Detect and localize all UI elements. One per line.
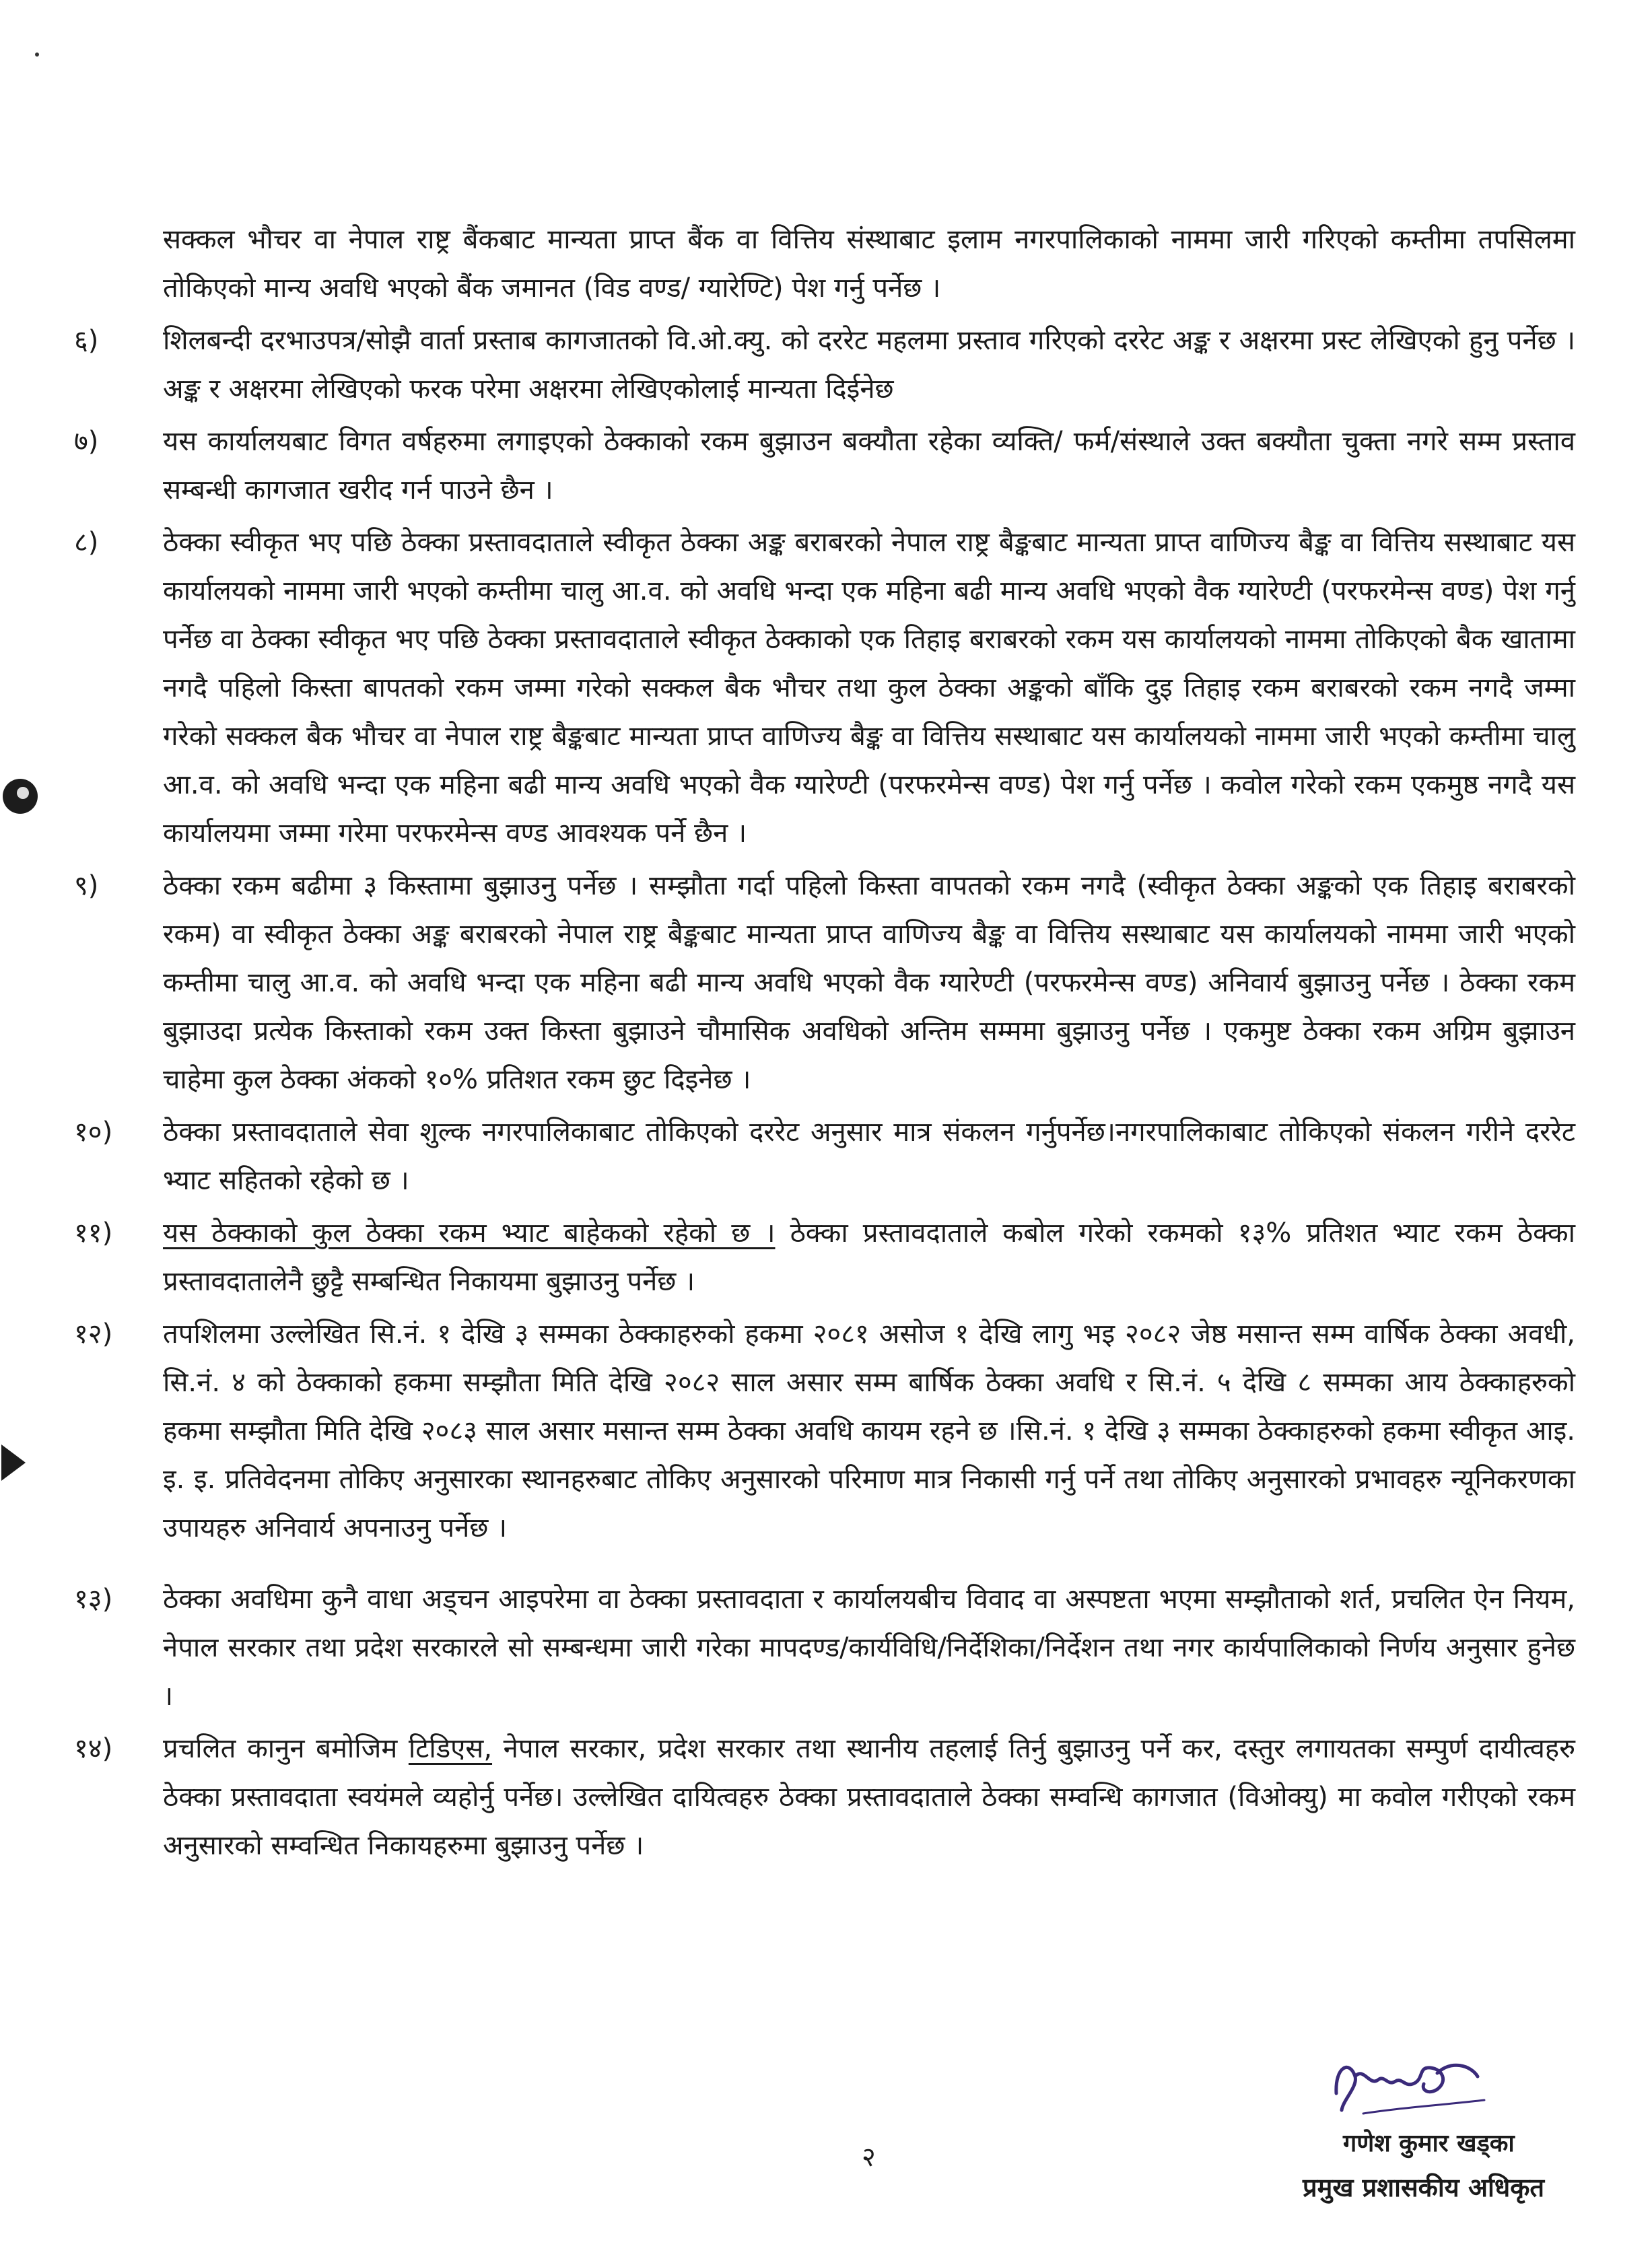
clause-number: ८) [74,527,99,558]
clause-text: तपशिलमा उल्लेखित सि.नं. १ देखि ३ सम्मका ठेक्काहरुको हकमा २०८१ असोज १ देखि लागु भइ २०८२ जेष्ठ मसान्त सम्म वार्षिक ठेक्का अवधी, सि.नं. ४ को ठेक्काको हकमा सम्झौता मिति देखि २०८२ साल असार सम्म बार्षिक ठेक्का अवधि र सि.नं. ५ देखि ८ सम्मका आय ठेक्काहरुको हकमा सम्झौता मिति देखि २०८३ साल असार मसान्त सम्म ठेक्का अवधि कायम रहने छ ।सि.नं. १ देखि ३ सम्मका ठेक्काहरुको हकमा स्वीकृत आइ. इ. इ. प्रतिवेदनमा तोकिए अनुसारका स्थानहरुबाट तोकिए अनुसारको परिमाण मात्र निकासी गर्नु पर्ने तथा तोकिए अनुसारको प्रभावहरु न्यूनिकरणका उपायहरु अनिवार्य अपनाउनु पर्नेछ । [163,1319,1575,1543]
clause-number: १०) [74,1117,113,1148]
clause-7 [74,417,1575,514]
clause-number: १४) [74,1733,113,1764]
punch-hole-mark [0,773,47,820]
clause-13 [74,1575,1575,1720]
clause-8 [74,518,1575,858]
clause-text [163,1724,1575,1870]
clause-text: ठेक्का अवधिमा कुनै वाधा अड्चन आइपरेमा वा ठेक्का प्रस्तावदाता र कार्यालयबीच विवाद वा अस्पष्टता भएमा सम्झौताको शर्त, प्रचलित ऐन नियम, नेपाल सरकार तथा प्रदेश सरकारले सो सम्बन्धमा जारी गरेका मापदण्ड/कार्यविधि/निर्देशिका/निर्देशन तथा नगर कार्यपालिकाको निर्णय अनुसार हुनेछ । [163,1584,1575,1712]
signer-name: गणेश कुमार खड्का [1343,2130,1515,2157]
clause-text-lead: प्रचलित कानुन बमोजिम [163,1733,409,1764]
clause-text [163,1209,1575,1306]
clause-text-rest: ठेक्का प्रस्तावदाताले कबोल गरेको रकमको १३% प्रतिशत भ्याट रकम ठेक्का प्रस्तावदातालेनै छुट्टै सम्बन्धित निकायमा बुझाउनु पर्नेछ । [163,1218,1575,1297]
scan-speck [35,53,39,57]
document-body [74,215,1575,1874]
punch-hole-mark [0,1439,34,1486]
clause-number: ९) [74,870,99,901]
clause-text: ठेक्का प्रस्तावदाताले सेवा शुल्क नगरपालिकाबाट तोकिएको दररेट अनुसार मात्र संकलन गर्नुपर्नेछ।नगरपालिकाबाट तोकिएको संकलन गरीने दररेट भ्याट सहितको रहेको छ । [163,1117,1575,1196]
clause-number: १३) [74,1584,113,1615]
clause-number: १२) [74,1319,113,1350]
handwritten-signature [1323,2046,1498,2127]
clause-text: शिलबन्दी दरभाउपत्र/सोझै वार्ता प्रस्ताब कागजातको वि.ओ.क्यु. को दररेट महलमा प्रस्ताव गरिएको दररेट अङ्क र अक्षरमा प्रस्ट लेखिएको हुनु पर्नेछ । अङ्क र अक्षरमा लेखिएको फरक परेमा अक्षरमा लेखिएकोलाई मान्यता दिईनेछ [163,325,1575,405]
underlined-term: टिडिएस, [408,1733,493,1764]
intro-paragraph: सक्कल भौचर वा नेपाल राष्ट्र बैंकबाट मान्यता प्राप्त बैंक वा वित्तिय संस्थाबाट इलाम नगरपालिकाको नाममा जारी गरिएको कम्तीमा तपसिलमा तोकिएको मान्य अवधि भएको बैंक जमानत (विड वण्ड/ ग्यारेण्टि) पेश गर्नु पर्नेछ । [163,224,1575,304]
clause-6 [74,316,1575,413]
clause-number: ६) [74,325,99,356]
clause-10 [74,1108,1575,1205]
page-number: २ [862,2142,876,2173]
clause-14 [74,1724,1575,1870]
clause-text: ठेक्का रकम बढीमा ३ किस्तामा बुझाउनु पर्नेछ । सम्झौता गर्दा पहिलो किस्ता वापतको रकम नगदै (स्वीकृत ठेक्का अङ्कको एक तिहाइ बराबरको रकम) वा स्वीकृत ठेक्का अङ्क बराबरको नेपाल राष्ट्र बैङ्कबाट मान्यता प्राप्त वाणिज्य बैङ्क वा वित्तिय सस्थाबाट यस कार्यालयको नाममा जारी भएको कम्तीमा चालु आ.व. को अवधि भन्दा एक महिना बढी मान्य अवधि भएको वैक ग्यारेण्टी (परफरमेन्स वण्ड) अनिवार्य बुझाउनु पर्नेछ । ठेक्का रकम बुझाउदा प्रत्येक किस्ताको रकम उक्त किस्ता बुझाउने चौमासिक अवधिको अन्तिम सम्ममा बुझाउनु पर्नेछ । एकमुष्ट ठेक्का रकम अग्रिम बुझाउन चाहेमा कुल ठेक्का अंकको १०% प्रतिशत रकम छुट दिइनेछ । [163,870,1575,1095]
signature-block [1303,2046,1585,2248]
clause-12 [74,1310,1575,1552]
clause-11 [74,1209,1575,1306]
clause-text: ठेक्का स्वीकृत भए पछि ठेक्का प्रस्तावदाताले स्वीकृत ठेक्का अङ्क बराबरको नेपाल राष्ट्र बैङ्कबाट मान्यता प्राप्त वाणिज्य बैङ्क वा वित्तिय सस्थाबाट यस कार्यालयको नाममा जारी भएको कम्तीमा चालु आ.व. को अवधि भन्दा एक महिना बढी मान्य अवधि भएको वैक ग्यारेण्टी (परफरमेन्स वण्ड) पेश गर्नु पर्नेछ वा ठेक्का स्वीकृत भए पछि ठेक्का प्रस्तावदाताले स्वीकृत ठेक्काको एक तिहाइ बराबरको रकम यस कार्यालयको नाममा तोकिएको बैक खातामा नगदै पहिलो किस्ता बापतको रकम जम्मा गरेको सक्कल बैक भौचर तथा कुल ठेक्का अङ्कको बाँकि दुइ तिहाइ रकम बराबरको रकम नगदै जम्मा गरेको सक्कल बैक भौचर वा नेपाल राष्ट्र बैङ्कबाट मान्यता प्राप्त वाणिज्य बैङ्क वा वित्तिय सस्थाबाट यस कार्यालयको नाममा जारी भएको कम्तीमा चालु आ.व. को अवधि भन्दा एक महिना बढी मान्य अवधि भएको वैक ग्यारेण्टी (परफरमेन्स वण्ड) पेश गर्नु पर्नेछ । कवोल गरेको रकम एकमुष्ठ नगदै यस कार्यालयमा जम्मा गरेमा परफरमेन्स वण्ड आवश्यक पर्ने छैन । [163,527,1575,849]
clause-text: यस कार्यालयबाट विगत वर्षहरुमा लगाइएको ठेक्काको रकम बुझाउन बक्यौता रहेका व्यक्ति/ फर्म/संस्थाले उक्त बक्यौता चुक्ता नगरे सम्म प्रस्ताव सम्बन्धी कागजात खरीद गर्न पाउने छैन । [163,426,1575,505]
clause-number: ११) [74,1218,113,1249]
clause-9 [74,862,1575,1104]
signer-title: प्रमुख प्रशासकीय अधिकृत [1303,2173,1545,2202]
clause-text-rest: नेपाल सरकार, प्रदेश सरकार तथा स्थानीय तहलाई तिर्नु बुझाउनु पर्ने कर, दस्तुर लगायतका सम्पुर्ण दायीत्वहरु ठेक्का प्रस्तावदाता स्वयंमले व्यहोर्नु पर्नेछ। उल्लेखित दायित्वहरु ठेक्का प्रस्तावदाताले ठेक्का सम्वन्धि कागजात (विओक्यु) मा कवोल गरीएको रकम अनुसारको सम्वन्धित निकायहरुमा बुझाउनु पर्नेछ । [163,1733,1575,1861]
clause-number: ७) [74,426,99,457]
underlined-statement: यस ठेक्काको कुल ठेक्का रकम भ्याट बाहेकको रहेको छ । [163,1218,776,1249]
